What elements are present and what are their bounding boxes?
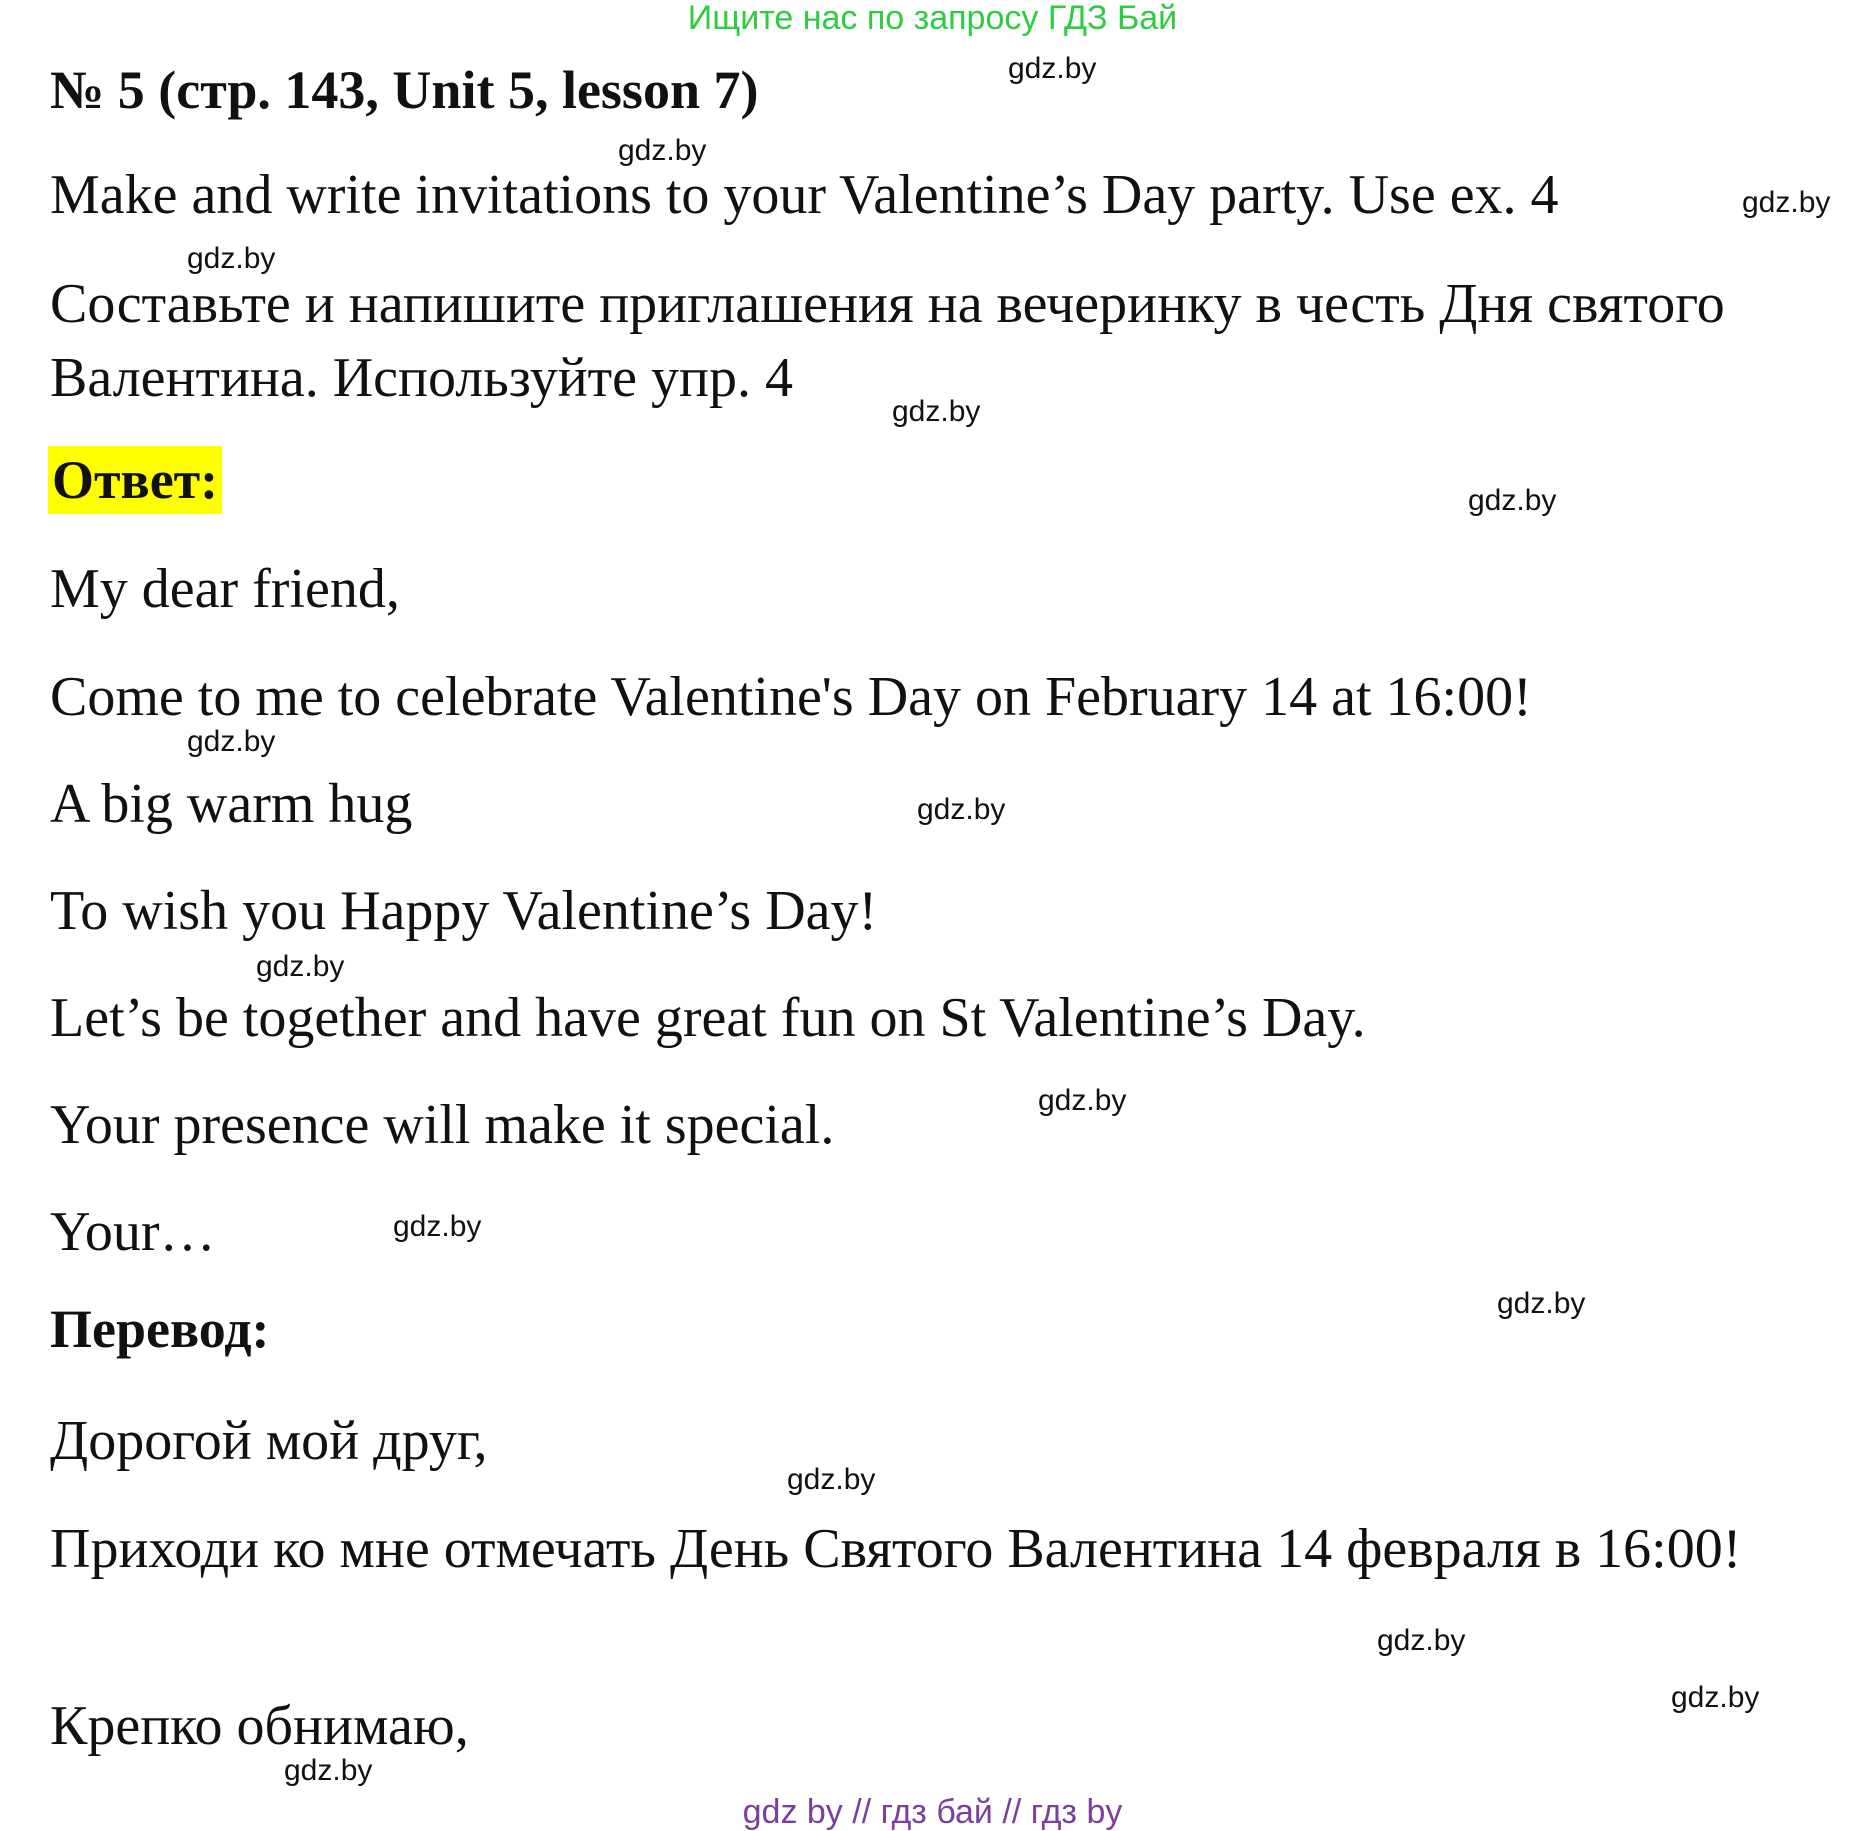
watermark: gdz.by bbox=[284, 1754, 373, 1787]
answer-line: Let’s be together and have great fun on St Valentine’s Day. bbox=[50, 987, 1366, 1049]
translation-heading: Перевод: bbox=[50, 1299, 270, 1359]
translation-line: Приходи ко мне отмечать День Святого Валентина 14 февраля в 16:00! bbox=[50, 1518, 1742, 1580]
task-english: Make and write invitations to your Valentine’s Day party. Use ex. 4 bbox=[50, 164, 1559, 226]
task-russian: Составьте и напишите приглашения на вечеринку в честь Дня святого Валентина. Используйте упр. 4 bbox=[50, 273, 1725, 409]
translation-line: Дорогой мой друг, bbox=[50, 1410, 488, 1472]
watermark: gdz.by bbox=[892, 395, 981, 428]
answer-line: A big warm hug bbox=[50, 773, 413, 835]
watermark: gdz.by bbox=[1742, 186, 1831, 219]
watermark: gdz.by bbox=[1671, 1681, 1760, 1714]
watermark: gdz.by bbox=[1038, 1084, 1127, 1117]
watermark: gdz.by bbox=[618, 134, 707, 167]
watermark: gdz.by bbox=[187, 725, 276, 758]
footer-links: gdz by // гдз бай // гдз by bbox=[742, 1793, 1123, 1831]
watermark: gdz.by bbox=[393, 1210, 482, 1243]
watermark: gdz.by bbox=[1497, 1287, 1586, 1320]
watermark: gdz.by bbox=[787, 1463, 876, 1496]
answer-line: To wish you Happy Valentine’s Day! bbox=[50, 880, 878, 942]
translation-line: Крепко обнимаю, bbox=[50, 1695, 469, 1757]
watermark: gdz.by bbox=[187, 242, 276, 275]
watermark: gdz.by bbox=[256, 950, 345, 983]
answer-line: Come to me to celebrate Valentine's Day on February 14 at 16:00! bbox=[50, 666, 1532, 728]
answer-line: My dear friend, bbox=[50, 558, 400, 620]
exercise-title: № 5 (стр. 143, Unit 5, lesson 7) bbox=[50, 60, 759, 120]
search-banner: Ищите нас по запросу ГДЗ Бай bbox=[687, 0, 1178, 37]
watermark: gdz.by bbox=[917, 793, 1006, 826]
watermark: gdz.by bbox=[1468, 484, 1557, 517]
answer-line: Your… bbox=[50, 1201, 216, 1263]
watermark: gdz.by bbox=[1377, 1624, 1466, 1657]
answer-heading: Ответ: bbox=[48, 446, 222, 514]
answer-line: Your presence will make it special. bbox=[50, 1094, 835, 1156]
watermark: gdz.by bbox=[1008, 52, 1097, 85]
